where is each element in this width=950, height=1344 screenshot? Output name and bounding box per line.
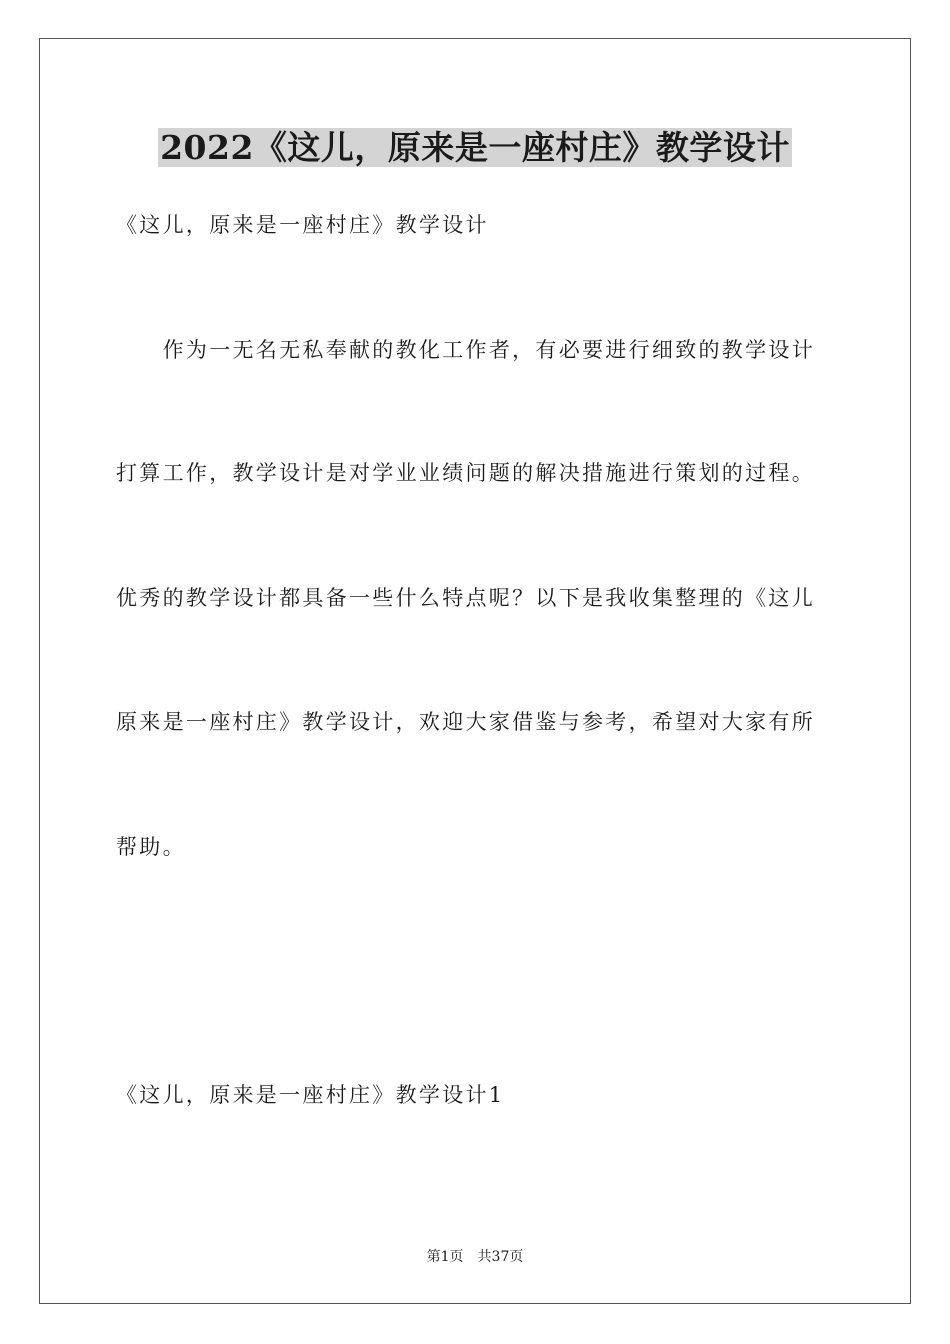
document-title-text: 2022《这儿，原来是一座村庄》教学设计 [160,128,790,167]
intro-line-4: 原来是一座村庄》教学设计，欢迎大家借鉴与参考，希望对大家有所 [116,710,815,734]
page-number: 第1页 [426,1249,464,1265]
document-title [0,126,950,170]
intro-line-2: 打算工作，教学设计是对学业业绩问题的解决措施进行策划的过程。 [116,461,815,485]
document-subtitle: 《这儿，原来是一座村庄》教学设计 [116,213,489,237]
intro-line-3: 优秀的教学设计都具备一些什么特点呢？以下是我收集整理的《这儿 [116,586,815,610]
intro-line-5: 帮助。 [116,835,186,859]
page-total: 共37页 [477,1249,524,1265]
page-footer [0,1247,950,1267]
intro-line-1: 作为一无名无私奉献的教化工作者，有必要进行细致的教学设计 [116,338,815,362]
section-heading: 《这儿，原来是一座村庄》教学设计1 [116,1083,505,1107]
